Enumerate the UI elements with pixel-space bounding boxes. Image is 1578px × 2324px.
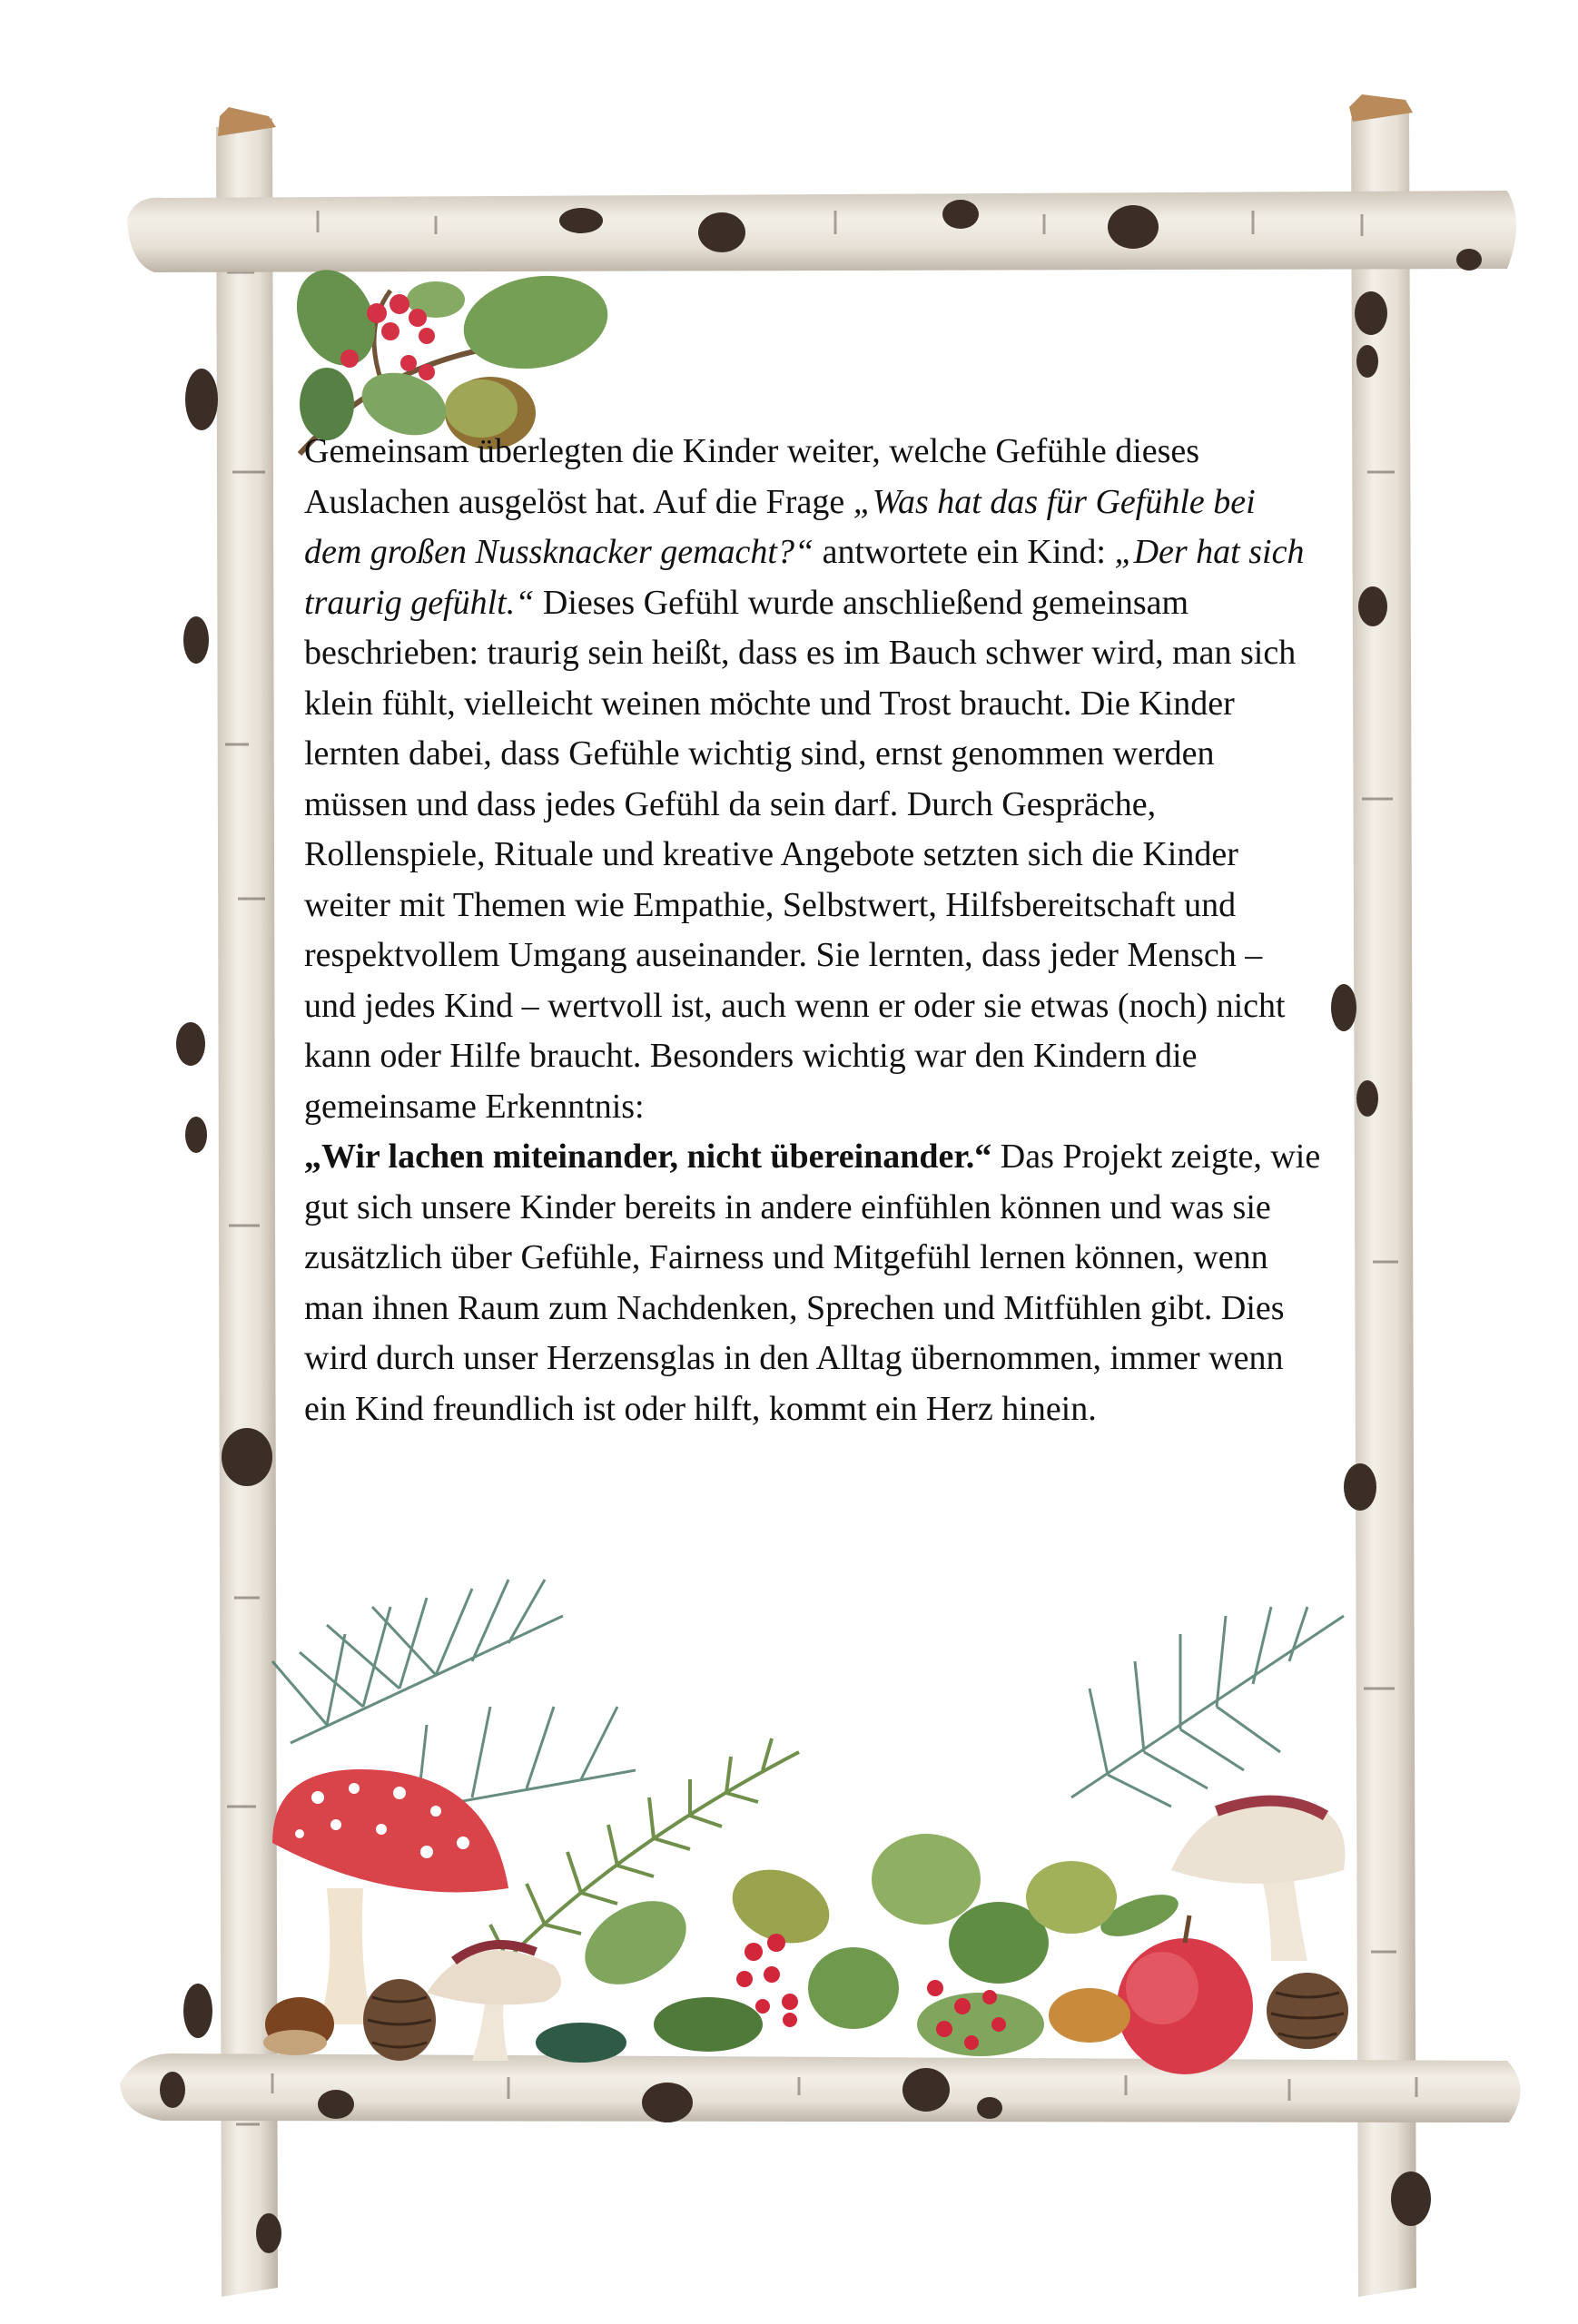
text-run: Das Projekt zeigte, wie gut sich unsere Kinder bereits in andere einfühlen können und was sie zusätzlich über Gefühle, Fairness und Mitgefühl lernen können, wenn man ihnen Raum zum Nachdenken, Sprechen und Mitfühlen gibt. Dies wird durch unser Herzensglas in den Alltag übernommen, immer wenn ein Kind freundlich ist oder hilft, kommt ein Herz hinein. [304,1137,1321,1428]
body-paragraph [304,427,1321,1434]
text-run: Dieses Gefühl wurde anschließend gemeinsam beschrieben: traurig sein heißt, dass es im Bauch schwer wird, man sich klein fühlt, vielleicht weinen möchte und Trost braucht. Die Kinder lernten dabei, dass Gefühle wichtig sind, ernst genommen werden müssen und dass jedes Gefühl da sein darf. Durch Gespräche, Rollenspiele, Rituale und kreative Angebote setzten sich die Kinder weiter mit Themen wie Empathie, Selbstwert, Hilfsbereitschaft und respektvollem Umgang auseinander. Sie lernten, dass jeder Mensch – und jedes Kind – wertvoll ist, auch wenn er oder sie etwas (noch) nicht kann oder Hilfe braucht. Besonders wichtig war den Kindern die gemeinsame Erkenntnis: [304,583,1297,1126]
body-text [304,427,1321,1434]
text-run: antwortete ein Kind: [814,533,1115,571]
right-mushroom-icon [1171,1800,1345,1961]
quote-italic: „Was hat das für Gefühle bei dem großen Nussknacker gemacht?“ [304,482,1256,571]
text-run: Gemeinsam überlegten die Kinder weiter, welche Gefühle dieses Auslachen ausgelöst hat. Auf die Frage [304,432,1200,521]
quote-italic: „Der hat sich traurig gefühlt.“ [304,533,1305,622]
pinecone-right-icon [1267,1973,1348,2049]
apple-icon [1096,1886,1253,2074]
fir-right-icon [1071,1607,1344,1807]
quote-bold: „Wir lachen miteinander, nicht übereinander.“ [304,1137,992,1176]
chestnut-icon [263,1997,334,2055]
pinecone-left-icon [363,1979,436,2061]
